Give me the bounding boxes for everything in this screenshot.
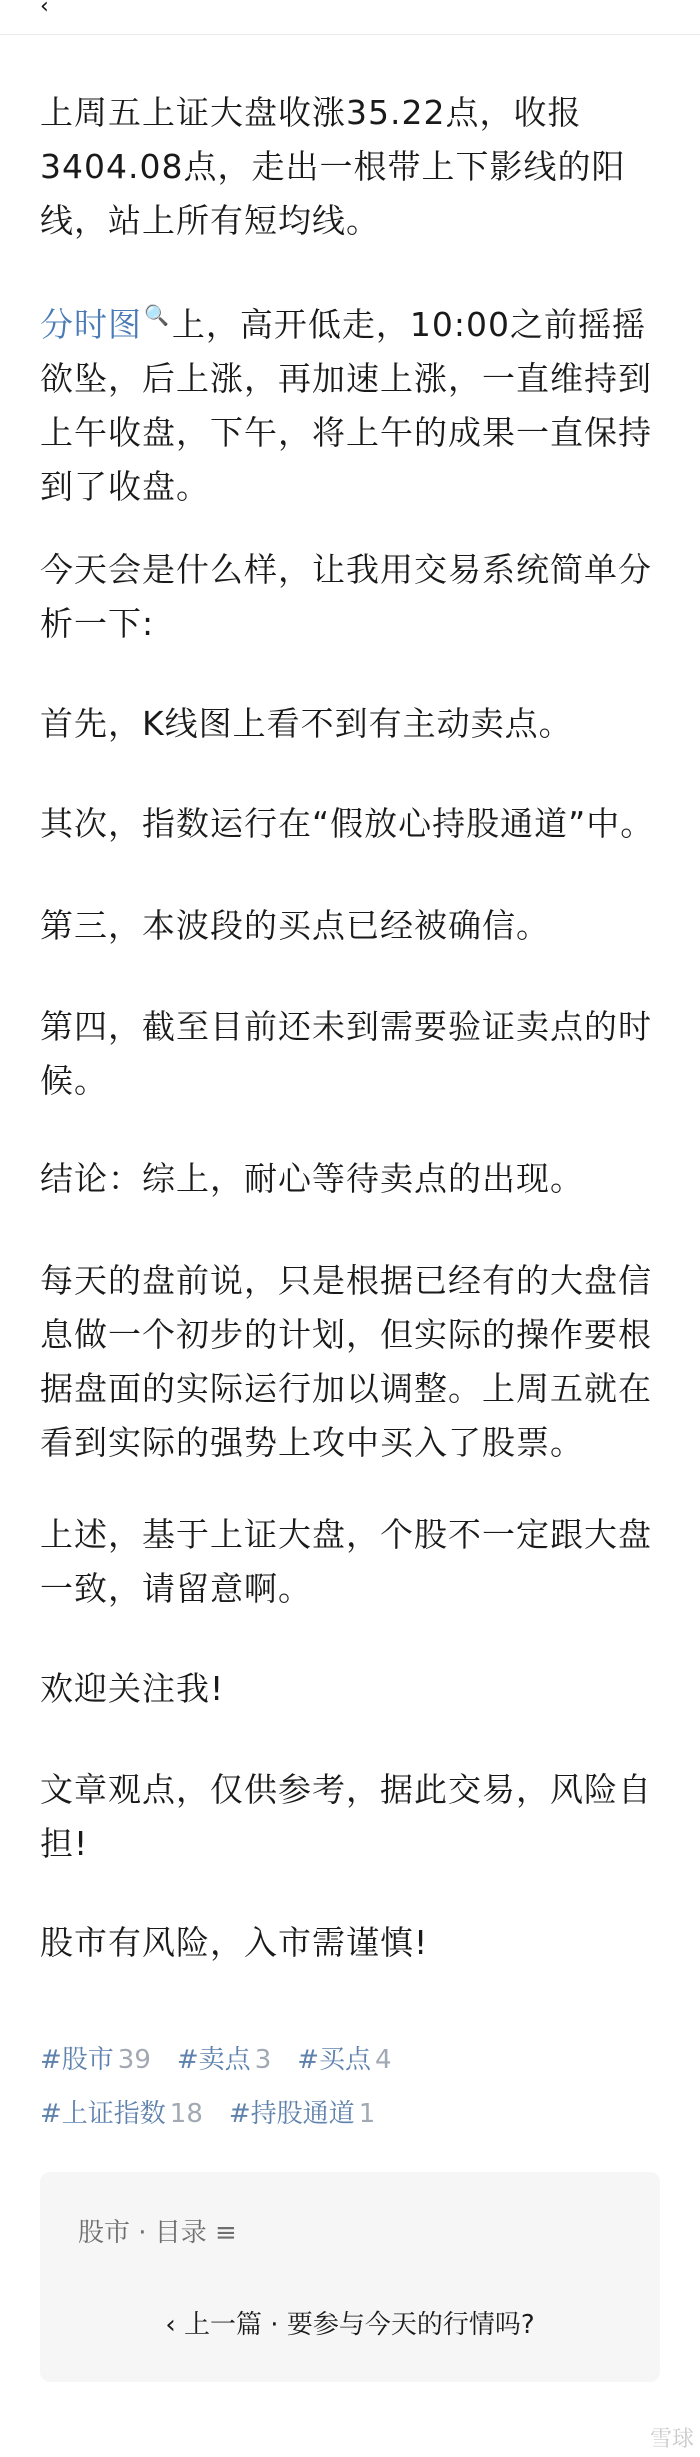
time-sharing-chart-link[interactable]: 分时图 🔍 [40,303,170,344]
article-paragraph-4: 首先，K线图上看不到有主动卖点。 [40,704,573,743]
article-paragraph-12: 文章观点，仅供参考，据此交易，风险自担! [40,1770,652,1863]
tag-list [40,2033,665,2141]
search-icon: 🔍 [144,303,170,327]
article-paragraph-5: 其次，指数运行在“假放心持股通道”中。 [40,804,655,843]
tag-stock-market[interactable]: #股市 39 [40,2045,151,2075]
catalog-card [40,2172,660,2382]
article-paragraph-1: 上周五上证大盘收涨35.22点，收报3404.08点，走出一根带上下影线的阳线，站上所有短均线。 [40,93,626,240]
tag-sell-point[interactable]: #卖点 3 [176,2045,272,2075]
article-paragraph-10: 上述，基于上证大盘，个股不一定跟大盘一致，请留意啊。 [40,1515,652,1608]
article-paragraph-13: 股市有风险，入市需谨慎! [40,1923,429,1962]
watermark-logo: 雪球 [649,2427,694,2452]
article-paragraph-3: 今天会是什么样，让我用交易系统简单分析一下: [40,550,652,643]
article-paragraph-7: 第四，截至目前还未到需要验证卖点的时候。 [40,1007,652,1100]
article-paragraph-8: 结论：综上，耐心等待卖点的出现。 [40,1159,584,1198]
tag-buy-point[interactable]: #买点 4 [297,2045,392,2075]
article-paragraph-9: 每天的盘前说，只是根据已经有的大盘信息做一个初步的计划，但实际的操作要根据盘面的实际运行加以调整。上周五就在看到实际的强势上攻中买入了股票。 [40,1261,652,1462]
top-bar [0,0,700,35]
article-paragraph-11: 欢迎关注我! [40,1669,225,1708]
tag-shanghai-index[interactable]: #上证指数 18 [40,2099,203,2129]
article-paragraph-6: 第三，本波段的买点已经被确信。 [40,906,550,945]
article-paragraph-2-text: 上，高开低走，10:00之前摇摇欲坠，后上涨，再加速上涨，一直维持到上午收盘，下午，将上午的成果一直保持到了收盘。 [40,305,652,506]
previous-article-link[interactable]: ‹ 上一篇 · 要参与今天的行情吗? [165,2310,535,2340]
tag-holding-channel[interactable]: #持股通道 1 [228,2099,376,2129]
article-paragraph-2 [40,288,665,514]
back-icon[interactable]: ‹ [40,0,49,19]
catalog-link[interactable]: 股市 · 目录 ≡ [78,2218,237,2248]
